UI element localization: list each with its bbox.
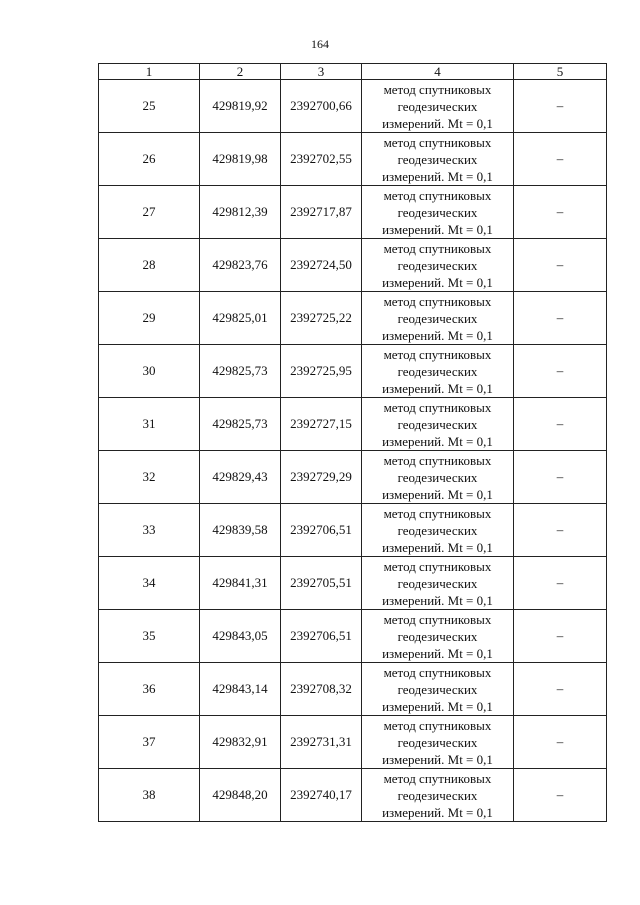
x-coordinate-cell: 429843,05 [200, 610, 281, 663]
table-row [99, 610, 607, 663]
x-coordinate-cell: 429848,20 [200, 769, 281, 822]
table-row [99, 186, 607, 239]
point-number-cell: 33 [99, 504, 200, 557]
note-cell: – [514, 239, 607, 292]
table-row [99, 292, 607, 345]
method-line: измерений. Mt = 0,1 [382, 645, 493, 661]
note-cell: – [514, 133, 607, 186]
header-col-1: 1 [99, 64, 200, 80]
table-row [99, 239, 607, 292]
y-coordinate-cell: 2392731,31 [281, 716, 362, 769]
method-cell [362, 133, 514, 186]
table-row [99, 451, 607, 504]
method-line: метод спутниковых [383, 399, 492, 415]
x-coordinate-cell: 429843,14 [200, 663, 281, 716]
method-line: метод спутниковых [383, 187, 492, 203]
header-col-4: 4 [362, 64, 514, 80]
point-number-cell: 26 [99, 133, 200, 186]
method-line: метод спутниковых [383, 664, 492, 680]
point-number-cell: 36 [99, 663, 200, 716]
note-cell: – [514, 769, 607, 822]
method-line: измерений. Mt = 0,1 [382, 592, 493, 608]
y-coordinate-cell: 2392700,66 [281, 80, 362, 133]
point-number-cell: 31 [99, 398, 200, 451]
method-line: геодезических [397, 257, 478, 273]
table-header-row [99, 64, 607, 80]
point-number-cell: 34 [99, 557, 200, 610]
point-number-cell: 29 [99, 292, 200, 345]
x-coordinate-cell: 429825,73 [200, 398, 281, 451]
x-coordinate-cell: 429812,39 [200, 186, 281, 239]
x-coordinate-cell: 429825,01 [200, 292, 281, 345]
method-cell [362, 398, 514, 451]
x-coordinate-cell: 429832,91 [200, 716, 281, 769]
method-line: геодезических [397, 575, 478, 591]
y-coordinate-cell: 2392724,50 [281, 239, 362, 292]
method-line: геодезических [397, 734, 478, 750]
method-line: метод спутниковых [383, 717, 492, 733]
method-line: геодезических [397, 151, 478, 167]
header-col-3: 3 [281, 64, 362, 80]
method-line: геодезических [397, 522, 478, 538]
note-cell: – [514, 186, 607, 239]
method-cell [362, 504, 514, 557]
point-number-cell: 25 [99, 80, 200, 133]
method-cell [362, 80, 514, 133]
point-number-cell: 37 [99, 716, 200, 769]
header-col-5: 5 [514, 64, 607, 80]
y-coordinate-cell: 2392705,51 [281, 557, 362, 610]
method-line: метод спутниковых [383, 240, 492, 256]
point-number-cell: 28 [99, 239, 200, 292]
x-coordinate-cell: 429819,98 [200, 133, 281, 186]
method-line: измерений. Mt = 0,1 [382, 327, 493, 343]
method-line: метод спутниковых [383, 346, 492, 362]
method-line: измерений. Mt = 0,1 [382, 539, 493, 555]
point-number-cell: 38 [99, 769, 200, 822]
note-cell: – [514, 504, 607, 557]
note-cell: – [514, 345, 607, 398]
method-line: геодезических [397, 310, 478, 326]
table-row [99, 133, 607, 186]
page-number: 164 [311, 37, 329, 51]
method-line: метод спутниковых [383, 293, 492, 309]
method-line: измерений. Mt = 0,1 [382, 433, 493, 449]
method-cell [362, 186, 514, 239]
method-cell [362, 716, 514, 769]
method-line: геодезических [397, 98, 478, 114]
method-line: метод спутниковых [383, 505, 492, 521]
y-coordinate-cell: 2392706,51 [281, 610, 362, 663]
table-row [99, 769, 607, 822]
y-coordinate-cell: 2392717,87 [281, 186, 362, 239]
method-cell [362, 610, 514, 663]
method-line: измерений. Mt = 0,1 [382, 804, 493, 820]
method-line: метод спутниковых [383, 611, 492, 627]
x-coordinate-cell: 429825,73 [200, 345, 281, 398]
note-cell: – [514, 398, 607, 451]
table-row [99, 345, 607, 398]
method-cell [362, 292, 514, 345]
method-line: геодезических [397, 681, 478, 697]
y-coordinate-cell: 2392740,17 [281, 769, 362, 822]
method-line: измерений. Mt = 0,1 [382, 274, 493, 290]
x-coordinate-cell: 429823,76 [200, 239, 281, 292]
table-row [99, 398, 607, 451]
method-line: геодезических [397, 628, 478, 644]
note-cell: – [514, 663, 607, 716]
method-line: метод спутниковых [383, 452, 492, 468]
point-number-cell: 30 [99, 345, 200, 398]
method-line: измерений. Mt = 0,1 [382, 751, 493, 767]
x-coordinate-cell: 429839,58 [200, 504, 281, 557]
x-coordinate-cell: 429819,92 [200, 80, 281, 133]
method-cell [362, 557, 514, 610]
method-cell [362, 345, 514, 398]
method-line: измерений. Mt = 0,1 [382, 221, 493, 237]
table-row [99, 716, 607, 769]
method-line: измерений. Mt = 0,1 [382, 168, 493, 184]
method-line: геодезических [397, 787, 478, 803]
method-line: метод спутниковых [383, 770, 492, 786]
method-line: геодезических [397, 469, 478, 485]
method-cell [362, 769, 514, 822]
method-line: геодезических [397, 416, 478, 432]
y-coordinate-cell: 2392702,55 [281, 133, 362, 186]
note-cell: – [514, 716, 607, 769]
method-line: измерений. Mt = 0,1 [382, 115, 493, 131]
method-line: метод спутниковых [383, 558, 492, 574]
table-row [99, 80, 607, 133]
method-line: измерений. Mt = 0,1 [382, 698, 493, 714]
method-line: геодезических [397, 363, 478, 379]
y-coordinate-cell: 2392727,15 [281, 398, 362, 451]
y-coordinate-cell: 2392706,51 [281, 504, 362, 557]
method-line: метод спутниковых [383, 81, 492, 97]
method-cell [362, 451, 514, 504]
method-line: измерений. Mt = 0,1 [382, 486, 493, 502]
table-row [99, 504, 607, 557]
y-coordinate-cell: 2392729,29 [281, 451, 362, 504]
table-body [99, 80, 607, 822]
method-line: геодезических [397, 204, 478, 220]
table-row [99, 663, 607, 716]
point-number-cell: 32 [99, 451, 200, 504]
y-coordinate-cell: 2392708,32 [281, 663, 362, 716]
note-cell: – [514, 80, 607, 133]
note-cell: – [514, 557, 607, 610]
note-cell: – [514, 451, 607, 504]
method-line: измерений. Mt = 0,1 [382, 380, 493, 396]
method-line: метод спутниковых [383, 134, 492, 150]
note-cell: – [514, 610, 607, 663]
table-row [99, 557, 607, 610]
header-col-2: 2 [200, 64, 281, 80]
coordinates-table [98, 63, 607, 822]
point-number-cell: 27 [99, 186, 200, 239]
note-cell: – [514, 292, 607, 345]
y-coordinate-cell: 2392725,95 [281, 345, 362, 398]
x-coordinate-cell: 429829,43 [200, 451, 281, 504]
method-cell [362, 239, 514, 292]
method-cell [362, 663, 514, 716]
point-number-cell: 35 [99, 610, 200, 663]
x-coordinate-cell: 429841,31 [200, 557, 281, 610]
y-coordinate-cell: 2392725,22 [281, 292, 362, 345]
